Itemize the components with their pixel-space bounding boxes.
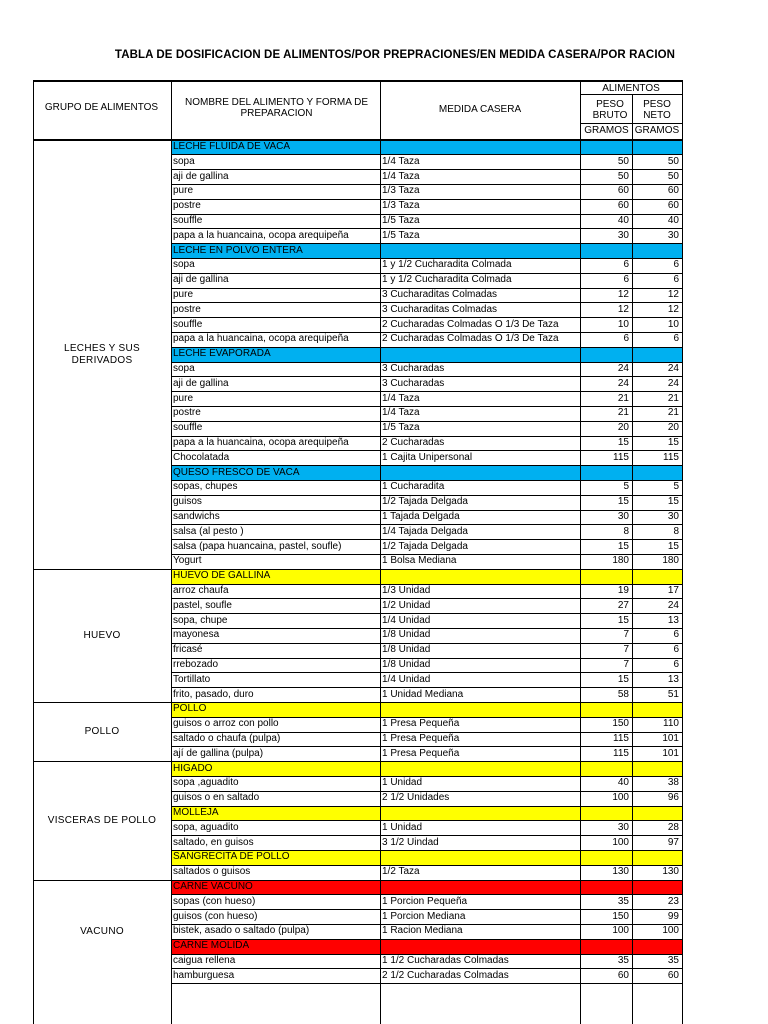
peso-neto-value: 60 — [667, 185, 679, 197]
peso-neto-value: 8 — [673, 525, 679, 537]
food-name: souffle — [173, 318, 203, 330]
peso-neto-value: 6 — [673, 333, 679, 345]
peso-neto-value: 13 — [667, 614, 679, 626]
food-name: sandwichs — [173, 511, 220, 522]
row-line — [171, 835, 682, 836]
measure-value: 1 Tajada Delgada — [382, 511, 460, 522]
row-line — [171, 376, 682, 377]
peso-bruto-value: 50 — [617, 170, 629, 182]
row-line — [171, 761, 682, 762]
row-line — [171, 968, 682, 969]
peso-neto-value: 12 — [667, 289, 679, 300]
measure-value: 1/4 Tajada Delgada — [382, 525, 468, 537]
row-line — [171, 717, 682, 718]
peso-neto-value: 24 — [667, 363, 679, 374]
food-name: papa a la huancaina, ocopa arequipeña — [173, 229, 349, 241]
peso-bruto-value: 27 — [617, 599, 629, 611]
measure-value: 1 Porcion Pequeña — [382, 895, 468, 907]
measure-value: 1/4 Taza — [382, 170, 420, 182]
row-line — [171, 746, 682, 747]
row-line — [171, 865, 682, 866]
header-peso-bruto: PESO BRUTO — [592, 99, 628, 121]
measure-value: 1 Bolsa Mediana — [382, 555, 457, 567]
row-line — [171, 450, 682, 451]
peso-neto-value: 15 — [667, 540, 679, 552]
peso-neto-value: 51 — [667, 688, 679, 700]
measure-value: 2 1/2 Cucharadas Colmadas — [382, 969, 509, 981]
peso-bruto-value: 40 — [617, 777, 629, 789]
measure-value: 1/5 Taza — [382, 215, 420, 226]
food-name: frito, pasado, duro — [173, 688, 254, 700]
category-label: CARNE VACUNO — [173, 881, 253, 892]
peso-neto-value: 30 — [667, 511, 679, 522]
category-label: QUESO FRESCO DE VACA — [173, 466, 300, 478]
peso-neto-value: 96 — [667, 792, 679, 804]
peso-neto-value: 23 — [667, 895, 679, 907]
measure-value: 1 Presa Pequeña — [382, 747, 460, 759]
food-name: aji de gallina — [173, 274, 229, 286]
category-label: HUEVO DE GALLINA — [173, 570, 271, 582]
measure-value: 1 Cajita Unipersonal — [382, 451, 473, 463]
row-line — [171, 924, 682, 925]
peso-neto-value: 38 — [667, 777, 679, 789]
measure-value: 1/8 Unidad — [382, 659, 431, 670]
row-line — [171, 362, 682, 363]
peso-neto-value: 101 — [662, 733, 679, 744]
category-label: LECHE EN POLVO ENTERA — [173, 244, 303, 256]
group-label: VISCERAS DE POLLO — [47, 814, 157, 826]
peso-bruto-value: 7 — [623, 659, 629, 670]
peso-bruto-value: 50 — [617, 155, 629, 167]
group-separator — [33, 761, 171, 762]
row-line — [171, 569, 682, 570]
table-right-border — [682, 80, 683, 1024]
group-separator — [33, 880, 171, 881]
row-line — [171, 820, 682, 821]
food-name: postre — [173, 200, 201, 212]
peso-bruto-value: 40 — [617, 215, 629, 226]
row-line — [171, 184, 682, 185]
row-line — [171, 317, 682, 318]
measure-value: 1/8 Unidad — [382, 629, 431, 641]
peso-bruto-value: 20 — [617, 422, 629, 434]
peso-bruto-value: 8 — [623, 525, 629, 537]
food-name: fricasé — [173, 644, 203, 656]
row-line — [171, 776, 682, 777]
food-name: saltado, en guisos — [173, 836, 254, 848]
row-line — [171, 273, 682, 274]
food-name: saltado o chaufa (pulpa) — [173, 733, 281, 744]
food-name: Yogurt — [173, 555, 202, 567]
group-separator — [33, 569, 171, 570]
measure-value: 2 Cucharadas Colmadas O 1/3 De Taza — [382, 333, 559, 345]
food-name: guisos o en saltado — [173, 792, 260, 804]
peso-bruto-value: 6 — [623, 333, 629, 345]
peso-bruto-value: 30 — [617, 821, 629, 833]
row-line — [171, 214, 682, 215]
peso-neto-value: 99 — [667, 910, 679, 922]
measure-value: 1 Porcion Mediana — [382, 910, 466, 922]
group-label: VACUNO — [80, 925, 124, 937]
measure-value: 2 1/2 Unidades — [382, 792, 450, 804]
measure-value: 3 Cucharadas — [382, 377, 445, 389]
food-name: sopas (con hueso) — [173, 895, 256, 907]
peso-neto-value: 50 — [667, 170, 679, 182]
measure-value: 1 y 1/2 Cucharadita Colmada — [382, 274, 512, 286]
row-line — [171, 480, 682, 481]
col-line-bruto — [580, 80, 581, 1024]
measure-value: 1/5 Taza — [382, 422, 420, 434]
row-line — [171, 391, 682, 392]
food-name: rrebozado — [173, 659, 219, 670]
header-line-peso — [580, 123, 682, 124]
document-title: TABLA DE DOSIFICACION DE ALIMENTOS/POR PREPRACIONES/EN MEDIDA CASERA/POR RACION — [114, 49, 676, 61]
measure-value: 1/4 Taza — [382, 392, 420, 404]
group-label: HUEVO — [83, 629, 121, 641]
peso-bruto-value: 60 — [617, 185, 629, 197]
category-label: SANGRECITA DE POLLO — [173, 851, 290, 863]
food-name: souffle — [173, 215, 203, 226]
food-name: guisos o arroz con pollo — [173, 718, 279, 730]
measure-value: 1/2 Taza — [382, 866, 420, 878]
measure-value: 3 Cucharaditas Colmadas — [382, 303, 498, 315]
food-name: sopa — [173, 259, 195, 271]
peso-bruto-value: 15 — [617, 496, 629, 508]
measure-value: 1 Unidad — [382, 821, 423, 833]
header-medida: MEDIDA CASERA — [438, 104, 522, 115]
measure-value: 1 Cucharadita — [382, 481, 445, 493]
peso-bruto-value: 100 — [612, 792, 629, 804]
peso-bruto-value: 6 — [623, 259, 629, 271]
row-line — [171, 732, 682, 733]
measure-value: 1 1/2 Cucharadas Colmadas — [382, 955, 509, 966]
peso-neto-value: 115 — [663, 451, 679, 463]
peso-neto-value: 12 — [667, 303, 679, 315]
peso-neto-value: 97 — [667, 836, 679, 848]
peso-bruto-value: 115 — [613, 451, 629, 463]
peso-bruto-value: 115 — [613, 747, 629, 759]
measure-value: 1/3 Taza — [382, 185, 420, 197]
row-line — [171, 584, 682, 585]
food-name: mayonesa — [173, 629, 220, 641]
food-name: Tortillato — [173, 673, 211, 685]
col-line-measure — [380, 80, 381, 1024]
peso-neto-value: 28 — [667, 821, 679, 833]
row-line — [171, 613, 682, 614]
peso-neto-value: 21 — [667, 407, 679, 419]
peso-bruto-value: 15 — [617, 673, 629, 685]
row-line — [171, 406, 682, 407]
food-name: hamburguesa — [173, 969, 235, 981]
col-line-neto — [632, 94, 633, 1024]
measure-value: 1 Presa Pequeña — [382, 718, 460, 730]
row-line — [171, 894, 682, 895]
measure-value: 1/3 Taza — [382, 200, 420, 212]
peso-bruto-value: 115 — [613, 733, 629, 744]
row-line — [171, 199, 682, 200]
group-label: POLLO — [84, 726, 120, 737]
peso-neto-value: 180 — [662, 555, 679, 567]
header-gramos-neto: GRAMOS — [634, 125, 680, 136]
food-name: sopa — [173, 363, 195, 374]
peso-neto-value: 60 — [667, 969, 679, 981]
measure-value: 2 Cucharadas — [382, 437, 445, 448]
food-name: souffle — [173, 422, 203, 434]
peso-bruto-value: 60 — [617, 200, 629, 212]
header-alimentos: ALIMENTOS — [602, 83, 660, 94]
row-line — [171, 672, 682, 673]
food-name: guisos (con hueso) — [173, 910, 258, 922]
row-line — [171, 510, 682, 511]
peso-neto-value: 24 — [667, 377, 679, 389]
category-label: POLLO — [173, 703, 207, 715]
food-name: arroz chaufa — [173, 585, 229, 596]
peso-bruto-value: 15 — [617, 540, 629, 552]
food-name: sopa — [173, 155, 195, 167]
food-name: sopas, chupes — [173, 481, 238, 493]
peso-neto-value: 110 — [663, 718, 679, 730]
row-line — [171, 909, 682, 910]
peso-neto-value: 50 — [667, 155, 679, 167]
food-name: salsa (al pesto ) — [173, 525, 244, 537]
food-name: pure — [173, 392, 194, 404]
peso-bruto-value: 150 — [612, 718, 629, 730]
peso-neto-value: 6 — [673, 644, 679, 656]
table-left-border — [33, 80, 34, 1024]
measure-value: 1/4 Unidad — [382, 614, 431, 626]
measure-value: 1/2 Unidad — [382, 599, 431, 611]
food-name: Chocolatada — [173, 451, 230, 463]
food-name: aji de gallina — [173, 170, 229, 182]
peso-bruto-value: 30 — [617, 229, 629, 241]
peso-bruto-value: 130 — [612, 866, 629, 878]
category-label: CARNE MOLIDA — [173, 940, 250, 952]
row-line — [171, 658, 682, 659]
row-line — [171, 332, 682, 333]
row-line — [171, 806, 682, 807]
measure-value: 1 Unidad Mediana — [382, 688, 464, 700]
group-label: LECHES Y SUS DERIVADOS — [63, 342, 141, 366]
peso-neto-value: 10 — [667, 318, 679, 330]
row-line — [171, 702, 682, 703]
peso-neto-value: 130 — [662, 866, 679, 878]
peso-bruto-value: 150 — [612, 910, 629, 922]
food-name: bistek, asado o saltado (pulpa) — [173, 925, 310, 937]
peso-neto-value: 20 — [667, 422, 679, 434]
peso-neto-value: 6 — [673, 274, 679, 286]
peso-bruto-value: 60 — [617, 969, 629, 981]
food-name: pastel, soufle — [173, 599, 232, 611]
peso-bruto-value: 10 — [617, 318, 629, 330]
measure-value: 1/4 Taza — [382, 407, 420, 419]
row-line — [171, 436, 682, 437]
measure-value: 1/4 Unidad — [382, 673, 431, 685]
peso-neto-value: 6 — [673, 629, 679, 641]
row-line — [171, 983, 682, 984]
row-line — [171, 243, 682, 244]
row-line — [171, 939, 682, 940]
peso-bruto-value: 7 — [623, 629, 629, 641]
group-separator — [33, 702, 171, 703]
measure-value: 1/3 Unidad — [382, 585, 431, 596]
measure-value: 1/8 Unidad — [382, 644, 431, 656]
food-name: postre — [173, 407, 201, 419]
measure-value: 1 Unidad — [382, 777, 423, 789]
peso-neto-value: 13 — [667, 673, 679, 685]
category-label: LECHE FLUIDA DE VACA — [173, 141, 291, 152]
peso-neto-value: 21 — [667, 392, 679, 404]
food-name: saltados o guisos — [173, 866, 251, 878]
row-line — [171, 347, 682, 348]
peso-neto-value: 6 — [673, 659, 679, 670]
peso-neto-value: 35 — [667, 955, 679, 966]
peso-bruto-value: 100 — [612, 836, 629, 848]
measure-value: 1 Presa Pequeña — [382, 733, 460, 744]
row-line — [171, 169, 682, 170]
row-line — [171, 598, 682, 599]
peso-bruto-value: 5 — [623, 481, 629, 493]
category-label: MOLLEJA — [173, 807, 219, 818]
row-line — [171, 258, 682, 259]
row-line — [171, 288, 682, 289]
food-name: salsa (papa huancaina, pastel, soufle) — [173, 540, 342, 552]
row-line — [171, 302, 682, 303]
peso-neto-value: 60 — [667, 200, 679, 212]
food-name: papa a la huancaina, ocopa arequipeña — [173, 333, 349, 345]
peso-bruto-value: 12 — [617, 303, 629, 315]
header-gramos-bruto: GRAMOS — [584, 125, 629, 136]
peso-neto-value: 30 — [667, 229, 679, 241]
peso-bruto-value: 35 — [617, 955, 629, 966]
row-line — [171, 687, 682, 688]
food-name: aji de gallina — [173, 377, 229, 389]
food-name: pure — [173, 185, 194, 197]
food-name: sopa ,aguadito — [173, 777, 239, 789]
peso-bruto-value: 35 — [617, 895, 629, 907]
row-line — [171, 628, 682, 629]
peso-bruto-value: 21 — [617, 407, 629, 419]
peso-neto-value: 6 — [673, 259, 679, 271]
measure-value: 3 Cucharadas — [382, 363, 445, 374]
food-name: caigua rellena — [173, 955, 236, 966]
row-line — [171, 554, 682, 555]
measure-value: 1/2 Tajada Delgada — [382, 540, 468, 552]
peso-neto-value: 24 — [667, 599, 679, 611]
measure-value: 1/2 Tajada Delgada — [382, 496, 468, 508]
category-label: LECHE EVAPORADA — [173, 348, 271, 360]
measure-value: 1 y 1/2 Cucharadita Colmada — [382, 259, 512, 271]
row-line — [171, 643, 682, 644]
peso-bruto-value: 30 — [617, 511, 629, 522]
category-label: HIGADO — [173, 762, 213, 774]
header-bottom-border — [33, 139, 682, 141]
peso-neto-value: 17 — [667, 585, 679, 596]
peso-bruto-value: 6 — [623, 274, 629, 286]
peso-bruto-value: 180 — [612, 555, 629, 567]
food-name: sopa, chupe — [173, 614, 228, 626]
measure-value: 1/4 Taza — [382, 155, 420, 167]
row-line — [171, 880, 682, 881]
peso-bruto-value: 58 — [617, 688, 629, 700]
row-line — [171, 421, 682, 422]
row-line — [171, 228, 682, 229]
row-line — [171, 954, 682, 955]
table-top-border — [33, 80, 682, 82]
peso-bruto-value: 15 — [617, 437, 629, 448]
peso-bruto-value: 21 — [617, 392, 629, 404]
row-line — [171, 791, 682, 792]
measure-value: 3 Cucharaditas Colmadas — [382, 289, 498, 300]
col-line-food — [171, 80, 172, 1024]
food-name: sopa, aguadito — [173, 821, 239, 833]
row-line — [171, 524, 682, 525]
header-peso-neto: PESO NETO — [643, 99, 671, 121]
peso-bruto-value: 24 — [617, 377, 629, 389]
measure-value: 3 1/2 Uindad — [382, 836, 439, 848]
measure-value: 1/5 Taza — [382, 229, 420, 241]
peso-neto-value: 40 — [667, 215, 679, 226]
food-name: pure — [173, 289, 194, 300]
peso-bruto-value: 12 — [617, 289, 629, 300]
measure-value: 1 Racion Mediana — [382, 925, 463, 937]
row-line — [171, 850, 682, 851]
food-name: ají de gallina (pulpa) — [173, 747, 264, 759]
peso-neto-value: 15 — [667, 496, 679, 508]
measure-value: 2 Cucharadas Colmadas O 1/3 De Taza — [382, 318, 559, 330]
row-line — [171, 495, 682, 496]
peso-neto-value: 101 — [662, 747, 679, 759]
header-grupo: GRUPO DE ALIMENTOS — [44, 102, 159, 113]
row-line — [171, 465, 682, 466]
peso-neto-value: 5 — [673, 481, 679, 493]
peso-bruto-value: 24 — [617, 363, 629, 374]
peso-neto-value: 100 — [662, 925, 679, 937]
peso-bruto-value: 100 — [612, 925, 629, 937]
peso-bruto-value: 19 — [617, 585, 629, 596]
row-line — [171, 539, 682, 540]
peso-bruto-value: 7 — [623, 644, 629, 656]
header-nombre: NOMBRE DEL ALIMENTO Y FORMA DE PREPARACION — [184, 97, 368, 119]
peso-neto-value: 15 — [667, 437, 679, 448]
food-name: postre — [173, 303, 201, 315]
header-line-alimentos — [580, 94, 682, 95]
food-name: papa a la huancaina, ocopa arequipeña — [173, 437, 349, 448]
peso-bruto-value: 15 — [617, 614, 629, 626]
row-line — [171, 154, 682, 155]
food-name: guisos — [173, 496, 202, 508]
